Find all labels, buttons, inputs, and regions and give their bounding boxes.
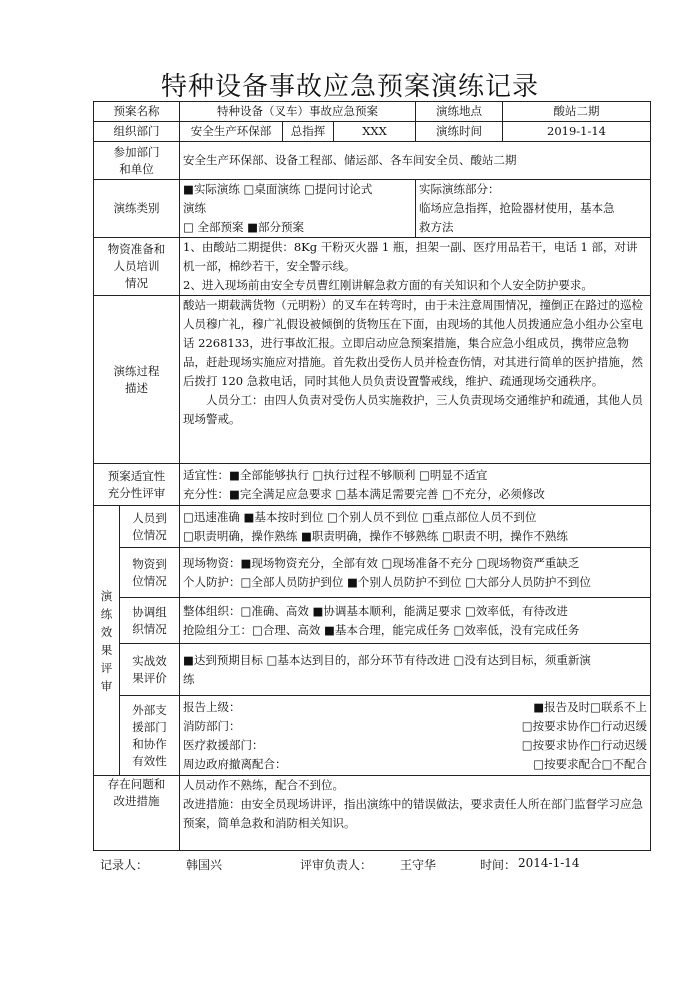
external-government-options: □按要求配合□不配合 xyxy=(533,756,647,771)
personnel-label xyxy=(120,506,180,548)
plan-name-row xyxy=(94,102,651,122)
coordination-row xyxy=(94,598,651,644)
suitability-value xyxy=(180,464,651,506)
actual-drill-line2: 临场应急指挥，抢险器材使用，基本急 xyxy=(419,201,615,215)
materials-value xyxy=(180,548,651,598)
date-label: 时间： xyxy=(480,858,517,872)
materials-line1: 现场物资：■现场物资充分，全部有效 □现场准备不充分 □现场物资严重缺乏 xyxy=(183,555,580,570)
prep-item2: 2、进入现场前由安全专员曹红刚讲解急救方面的有关知识和个人安全防护要求。 xyxy=(183,278,593,292)
eval-vertical-char: 演 xyxy=(100,588,113,603)
materials-label xyxy=(120,548,180,598)
eval-vertical-char: 练 xyxy=(100,606,113,621)
external-label-line2: 援部门 xyxy=(132,719,167,734)
suitability-line2: 充分性：■完全满足应急要求 □基本满足需要完善 □不充分，必须修改 xyxy=(183,486,545,501)
materials-row xyxy=(94,548,651,598)
coordination-line2: 抢险组分工：□合理、高效 ■基本合理，能完成任务 □效率低，没有完成任务 xyxy=(183,622,580,637)
time-label: 演练时间 xyxy=(416,122,503,142)
drill-type-line1: ■实际演练 □桌面演练 □提问讨论式 xyxy=(183,182,373,196)
prep-value xyxy=(180,238,651,296)
external-medical-options: □按要求协作□行动迟缓 xyxy=(521,737,647,752)
personnel-value xyxy=(180,506,651,548)
process-label xyxy=(94,296,180,464)
drill-type-options xyxy=(180,180,416,238)
effect-row xyxy=(94,644,651,696)
coordination-line1: 整体组织：□准确、高效 ■协调基本顺利，能满足要求 □效率低，有待改进 xyxy=(183,603,568,618)
date-value: 2014-1-14 xyxy=(518,856,580,870)
process-para2: 人员分工：由四人负责对受伤人员实施救护，三人负责现场交通维护和疏通，其他人员现场警戒。 xyxy=(183,393,643,426)
location-value: 酸站二期 xyxy=(503,102,651,122)
issues-label-line1: 存在问题和 xyxy=(107,777,166,791)
suitability-label-line1: 预案适宜性 xyxy=(107,468,166,483)
issues-value xyxy=(180,776,651,851)
reviewer-label: 评审负责人： xyxy=(300,858,373,872)
issues-label-line2: 改进措施 xyxy=(113,794,160,808)
prep-item1: 1、由酸站二期提供：8Kg 干粉灭火器 1 瓶，担架一副、医疗用品若干，电话 1 部，对讲机一部，棉纱若干，安全警示线。 xyxy=(183,240,638,273)
participants-label-line1: 参加部门 xyxy=(113,144,160,159)
personnel-row xyxy=(94,506,651,548)
suitability-label-line2: 充分性评审 xyxy=(107,485,166,500)
external-label-line1: 外部支 xyxy=(132,702,167,717)
coordination-label-line2: 织情况 xyxy=(132,621,167,636)
external-report-row xyxy=(183,698,647,717)
reviewer-value: 王守华 xyxy=(400,858,437,872)
org-label: 组织部门 xyxy=(94,122,180,142)
effect-label-line2: 果评价 xyxy=(132,670,167,685)
eval-vertical-label xyxy=(94,506,120,776)
coordination-label-line1: 协调组 xyxy=(132,604,167,619)
location-label: 演练地点 xyxy=(416,102,503,122)
suitability-label xyxy=(94,464,180,506)
drill-type-label: 演练类别 xyxy=(94,180,180,238)
external-report-label: 报告上级： xyxy=(183,699,241,714)
eval-vertical-char: 果 xyxy=(100,642,113,657)
prep-label-line2: 人员培训 xyxy=(113,259,160,273)
prep-label xyxy=(94,238,180,296)
personnel-label-line2: 位情况 xyxy=(132,527,167,542)
plan-name-label: 预案名称 xyxy=(94,102,180,122)
recorder-value: 韩国兴 xyxy=(186,858,223,872)
time-value: 2019-1-14 xyxy=(503,122,651,142)
external-medical-row xyxy=(183,736,647,755)
process-para1: 酸站一期载满货物（元明粉）的叉车在转弯时，由于未注意周围情况，撞倒正在路过的巡检人员穆广礼，穆广礼假设被倾倒的货物压在下面，由现场的其他人员拨通应急小组办公室电话 2268133，进行事故汇报。立即启动应急预案措施，集合应急小组成员，携带应急物品，赶赴现场实施应对措施。首先救出受伤人员并检查伤情，对其进行简单的医护措施，然后拨打 120 急救电话，同时其他人员负责设置警戒线，维护、疏通现场交通秩序。 xyxy=(183,298,643,388)
materials-label-line1: 物资到 xyxy=(132,556,167,571)
effect-line2: 练 xyxy=(183,671,195,686)
effect-value xyxy=(180,644,651,696)
prep-row xyxy=(94,238,651,296)
materials-label-line2: 位情况 xyxy=(132,573,167,588)
plan-name-value: 特种设备（叉车）事故应急预案 xyxy=(180,102,416,122)
process-label-line2: 描述 xyxy=(125,380,148,395)
process-label-line1: 演练过程 xyxy=(113,363,160,378)
suitability-row xyxy=(94,464,651,506)
issues-row xyxy=(94,776,651,851)
eval-vertical-char: 效 xyxy=(100,624,113,639)
process-value xyxy=(180,296,651,464)
suitability-line1: 适宜性：■全部能够执行 □执行过程不够顺利 □明显不适宜 xyxy=(183,467,488,482)
issues-label xyxy=(94,776,180,851)
prep-label-line1: 物资准备和 xyxy=(107,242,166,256)
participants-row xyxy=(94,142,651,180)
issues-line2: 改进措施：由安全员现场讲评，指出演练中的错误做法，要求责任人所在部门监督学习应急预案，简单急救和消防相关知识。 xyxy=(183,797,643,830)
effect-label-line1: 实战效 xyxy=(132,653,167,668)
participants-value: 安全生产环保部、设备工程部、储运部、各车间安全员、酸站二期 xyxy=(180,142,651,180)
materials-line2: 个人防护：□全部人员防护到位 ■个别人员防护不到位 □大部分人员防护不到位 xyxy=(183,574,591,589)
personnel-label-line1: 人员到 xyxy=(132,510,167,525)
personnel-line2: □职责明确，操作熟练 ■职责明确，操作不够熟练 □职责不明，操作不熟练 xyxy=(183,528,568,543)
participants-label-line2: 和单位 xyxy=(119,161,154,176)
external-report-options: ■报告及时□联系不上 xyxy=(533,699,647,714)
external-medical-label: 医疗救援部门： xyxy=(183,737,264,752)
effect-line1: ■达到预期目标 □基本达到目的，部分环节有待改进 □没有达到目标，须重新演 xyxy=(183,652,591,667)
org-value: 安全生产环保部 xyxy=(180,122,283,142)
coordination-label xyxy=(120,598,180,644)
page-title: 特种设备事故应急预案演练记录 xyxy=(160,72,539,102)
commander-label: 总指挥 xyxy=(283,122,334,142)
external-government-label: 周边政府撤离配合： xyxy=(183,756,287,771)
prep-label-line3: 情况 xyxy=(125,276,148,290)
external-fire-label: 消防部门： xyxy=(183,718,241,733)
process-row xyxy=(94,296,651,464)
external-row xyxy=(94,696,651,776)
issues-line1: 人员动作不熟练，配合不到位。 xyxy=(183,778,344,792)
actual-drill-line3: 救方法 xyxy=(419,220,454,234)
eval-vertical-char: 审 xyxy=(100,678,113,693)
coordination-value xyxy=(180,598,651,644)
recorder-label: 记录人： xyxy=(100,858,149,872)
actual-drill-part xyxy=(416,180,651,238)
external-label-line4: 有效性 xyxy=(132,753,167,768)
participants-label xyxy=(94,142,180,180)
drill-record-form xyxy=(93,101,651,851)
org-row xyxy=(94,122,651,142)
personnel-line1: □迅速准确 ■基本按时到位 □个别人员不到位 □重点部位人员不到位 xyxy=(183,509,537,524)
external-label-line3: 和协作 xyxy=(132,736,167,751)
drill-type-line2: 演练 xyxy=(183,201,206,215)
external-label xyxy=(120,696,180,776)
external-fire-options: □按要求协作□行动迟缓 xyxy=(521,718,647,733)
effect-label xyxy=(120,644,180,696)
drill-type-line3: □ 全部预案 ■部分预案 xyxy=(183,220,305,234)
external-government-row xyxy=(183,755,647,774)
external-value xyxy=(180,696,651,776)
eval-vertical-char: 评 xyxy=(100,660,113,675)
drill-type-row xyxy=(94,180,651,238)
external-fire-row xyxy=(183,717,647,736)
actual-drill-line1: 实际演练部分： xyxy=(419,182,500,196)
commander-value: XXX xyxy=(334,122,416,142)
